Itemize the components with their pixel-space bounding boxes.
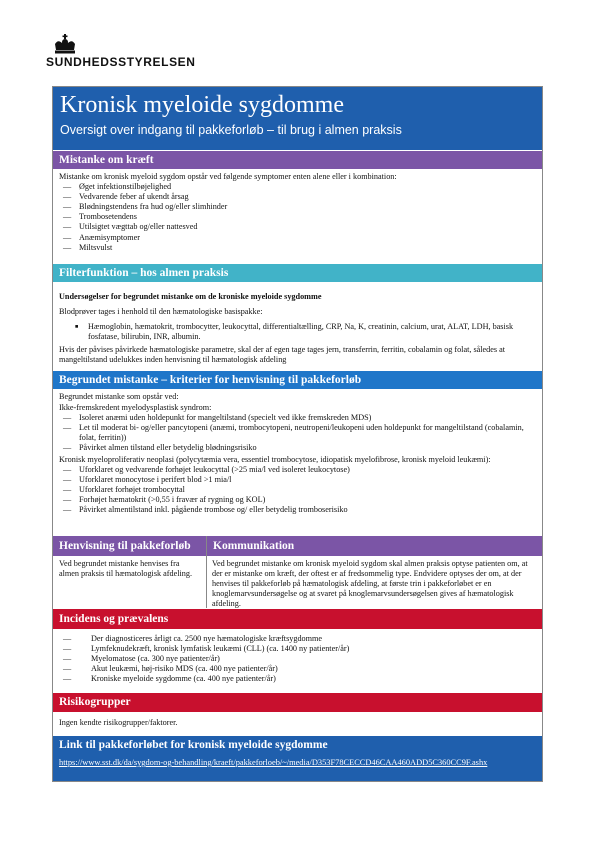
section-header-kommunikation: Kommunikation (207, 536, 542, 556)
list-item: — Anæmisymptomer (59, 233, 535, 243)
list-item: — Miltsvulst (59, 243, 535, 253)
list-item: — Vedvarende feber af ukendt årsag (59, 192, 535, 202)
list-item: — Påvirket almen tilstand eller betydelig blødningsrisiko (59, 443, 535, 453)
logo-text: SUNDHEDSSTYRELSEN (46, 55, 196, 69)
list-item: — Lymfeknudekræft, kronisk lymfatisk leukæmi (CLL) (ca. 1400 ny patienter/år) (59, 644, 535, 654)
page-title: Kronisk myeloide sygdomme (60, 92, 344, 118)
pakkeforloeb-link[interactable]: https://www.sst.dk/da/sygdom-og-behandling/kraeft/pakkeforloeb/~/media/D353F78CECCD46CAA460ADD5C360CC9F.ashx (59, 758, 488, 767)
list-item: — Blødningstendens fra hud og/eller slimhinder (59, 202, 535, 212)
list-item: ■ Hæmoglobin, hæmatokrit, trombocytter, leukocyttal, differentialtælling, CRP, Na, K, creatinin, calcium, urat, ALAT, LDH, basisk fosfatase, bilirubin, INR, albumin. (59, 322, 535, 342)
list-item: — Akut leukæmi, høj-risiko MDS (ca. 400 nye patienter/år) (59, 664, 535, 674)
list-item: — Myelomatose (ca. 300 nye patienter/år) (59, 654, 535, 664)
mistanke-intro: Mistanke om kronisk myeloid sygdom opstår ved følgende symptomer enten alene eller i kombination: (59, 172, 397, 181)
section-header-henvisning: Henvisning til pakkeforløb (53, 536, 206, 556)
filter-intro: Blodprøver tages i henhold til den hæmatologiske basispakke: (59, 307, 263, 317)
list-item: — Uforklaret forhøjet trombocyttal (59, 485, 535, 495)
section-mistanke (59, 172, 535, 253)
list-item: — Der diagnosticeres årligt ca. 2500 nye hæmatologiske kræftsygdomme (59, 634, 535, 644)
list-item: — Uforklaret monocytose i perifert blod >1 mia/l (59, 475, 535, 485)
list-item: — Let til moderat bi- og/eller pancytopeni (anæmi, trombocytopeni, neutropeni/leukopeni uden holdepunkt for mangeltilstand (cobalamin, folat, ferritin)) (59, 423, 535, 443)
begrundet-intro: Begrundet mistanke som opstår ved: (59, 392, 179, 401)
section-header-incidens: Incidens og prævalens (53, 609, 542, 629)
kommunikation-text: Ved begrundet mistanke om kronisk myeloid sygdom skal almen praksis optyse patienten om, at der er mistanke om kræft, der oftest er af fredsommelig type. Endvidere optyses der om, at der henvises til pakkeforløb på hæmatologisk afdeling, at første trin i pakkeforløbet er en knoglemarvsundersøgelse og at svaret på knoglemarvsundersøgelsen gives af hæmatologisk afdeling. (212, 559, 528, 609)
section-incidens (59, 634, 535, 684)
section-filter (59, 292, 535, 366)
filter-subheading: Undersøgelser for begrundet mistanke om de kroniske myeloide sygdomme (59, 292, 322, 301)
title-banner (53, 87, 542, 150)
filter-note: Hvis der påvises påvirkede hæmatologiske parametre, skal der af egen tage tages jern, transferrin, ferritin, cobalamin og folat, således at mangeltilstand udelukkes inden henvisning til hæmatologisk afdeling (59, 345, 506, 365)
list-item: — Forhøjet hæmatokrit (>0,55 i fravær af rygning og KOL) (59, 495, 535, 505)
section-header-filter: Filterfunktion – hos almen praksis (53, 264, 542, 282)
sundhedsstyrelsen-logo (46, 34, 196, 69)
list-item: — Isoleret anæmi uden holdepunkt for mangeltilstand (specielt ved ikke fremskreden MDS) (59, 413, 535, 423)
risiko-text: Ingen kendte risikogrupper/faktorer. (59, 718, 178, 727)
section-header-begrundet: Begrundet mistanke – kriterier for henvisning til pakkeforløb (53, 371, 542, 389)
begrundet-group2: Kronisk myeloproliferativ neoplasi (polycytæmia vera, essentiel trombocytose, idiopatisk myelofibrose, kronisk myeloid leukæmi): (59, 454, 491, 464)
section-begrundet (59, 392, 535, 515)
list-item: — Trombosetendens (59, 212, 535, 222)
link-title: Link til pakkeforløbet for kronisk myeloide sygdomme (59, 739, 328, 751)
list-item: — Øget infektionstilbøjelighed (59, 182, 535, 192)
list-item: — Uforklaret og vedvarende forhøjet leukocyttal (>25 mia/l ved isoleret leukocytose) (59, 465, 535, 475)
link-section (53, 736, 542, 781)
crown-icon (52, 34, 78, 54)
section-header-risiko: Risikogrupper (53, 693, 542, 712)
list-item: — Utilsigtet vægttab og/eller nattesved (59, 222, 535, 232)
list-item: — Kroniske myeloide sygdomme (ca. 400 nye patienter/år) (59, 674, 535, 684)
section-header-mistanke: Mistanke om kræft (53, 151, 542, 169)
begrundet-group1: Ikke-fremskredent myelodysplastisk syndrom: (59, 403, 212, 413)
henvisning-text: Ved begrundet mistanke henvises fra almen praksis til hæmatologisk afdeling. (59, 559, 193, 579)
page-subtitle: Oversigt over indgang til pakkeforløb – til brug i almen praksis (60, 123, 402, 137)
list-item: — Påvirket almentilstand inkl. pågående trombose og/ eller betydelig tromboserisiko (59, 505, 535, 515)
column-divider (206, 536, 207, 608)
